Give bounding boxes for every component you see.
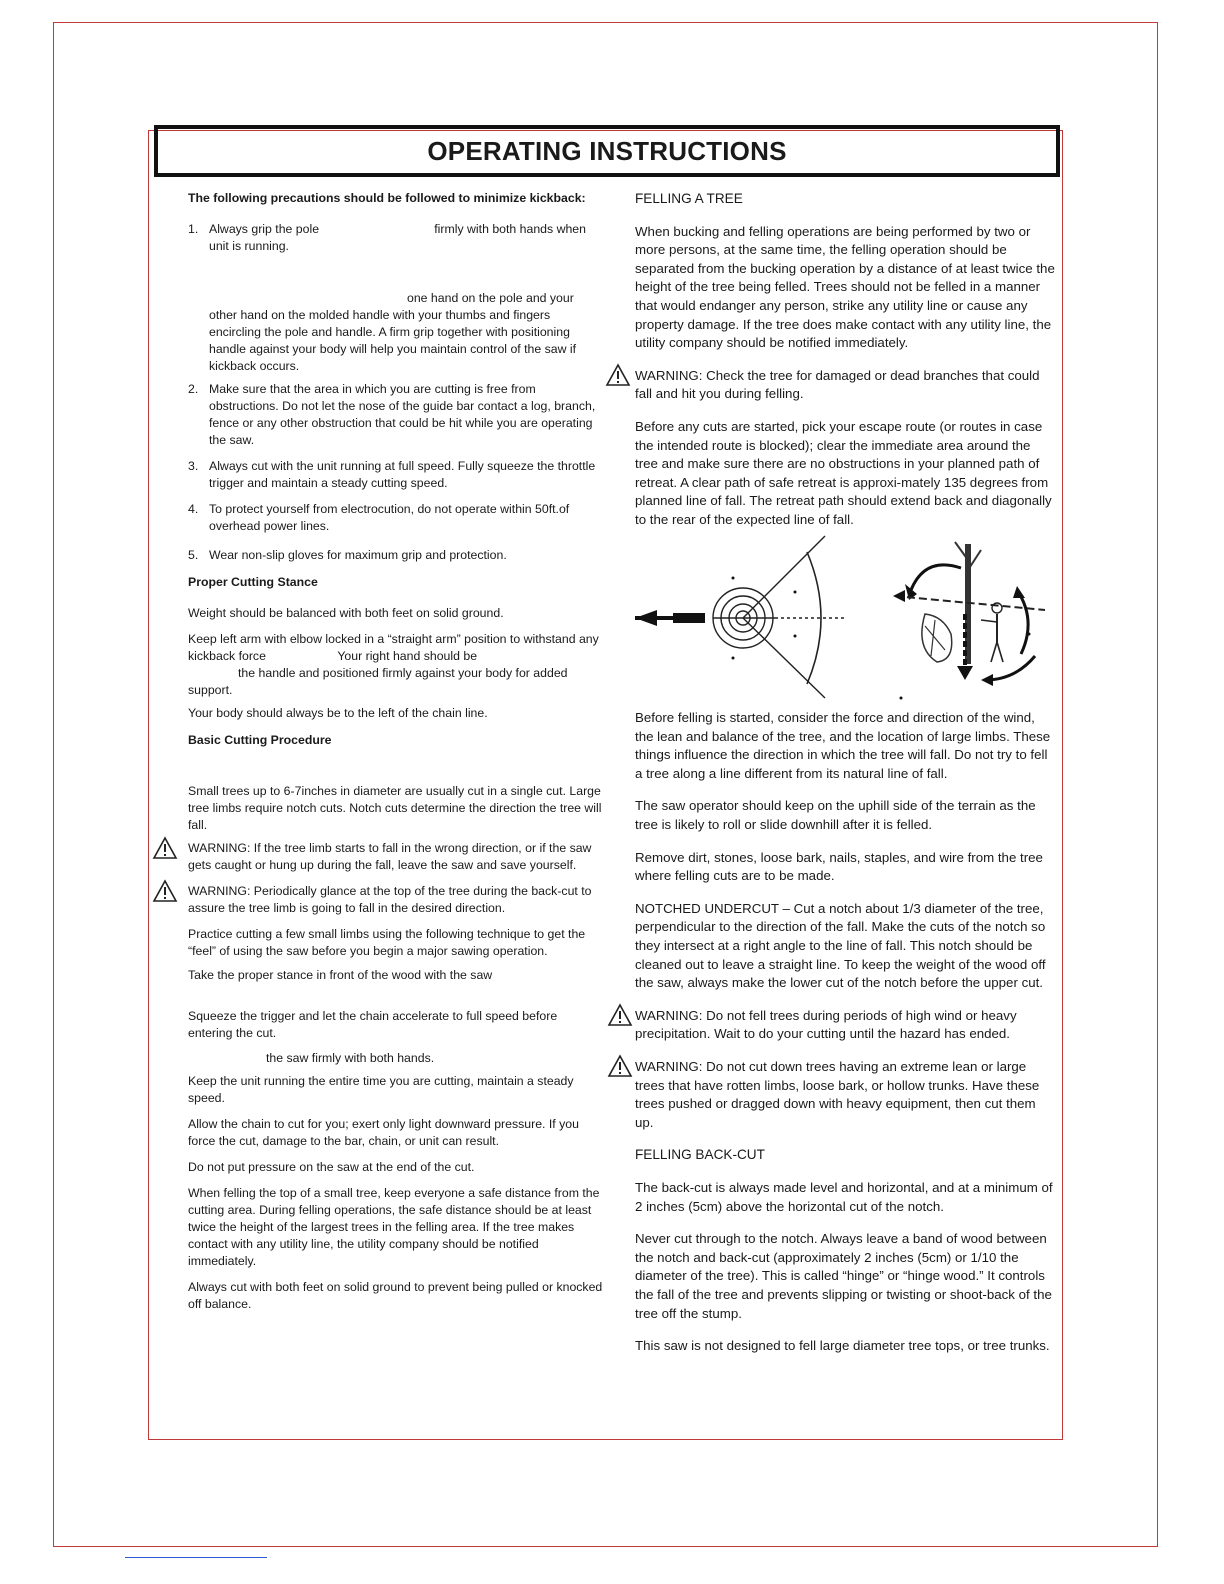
take-stance-paragraph: Take the proper stance in front of the wood with the saw [188, 968, 493, 982]
warning-check-branches [635, 367, 1055, 404]
item-text: Make sure that the area in which you are cutting is free from obstructions. Do not let the nose of the guide bar contact a log, branch, fence or any other obstruction that could be hit while you are operating the saw. [209, 382, 596, 447]
left-column [188, 190, 604, 1313]
item-text: To protect yourself from electrocution, do not operate within 50ft.of overhead power lines. [209, 502, 570, 533]
squeeze-paragraph: Squeeze the trigger and let the chain accelerate to full speed before entering the cut. [188, 1009, 558, 1040]
stance-paragraph-3: Your body should always be to the left of the chain line. [188, 706, 488, 720]
stance-text-b: Your right hand should be [337, 649, 478, 663]
warning-text: WARNING: Do not fell trees during periods of high wind or heavy precipitation. Wait to do your cutting until the hazard has ended. [635, 1007, 1017, 1042]
precaution-item-4 [188, 501, 604, 535]
footer-rule [125, 1557, 267, 1558]
item-number: 5. [188, 548, 199, 562]
firmly-paragraph: the saw firmly with both hands. [266, 1051, 435, 1065]
item1-text-d: one hand on the pole and your [407, 291, 574, 305]
item-number: 3. [188, 459, 199, 473]
item-text: Always cut with the unit running at full speed. Fully squeeze the throttle trigger and maintain a steady cutting speed. [209, 459, 596, 490]
wind-paragraph: Before felling is started, consider the force and direction of the wind, the lean and balance of the tree, and the location of large limbs. These things influence the direction in which the tree will fall. Do not try to fell a tree along a line different from its natural line of fall. [635, 710, 1051, 781]
warning-text: WARNING: Do not cut down trees having an extreme lean or large trees that have rotten limbs, loose bark, or hollow trunks. Have these trees pushed or dragged down with heavy equipment, then cut them up. [635, 1059, 1040, 1130]
item-number: 4. [188, 502, 199, 516]
warning-text: WARNING: If the tree limb starts to fall in the wrong direction, or if the saw gets caught or hung up during the fall, leave the saw and save yourself. [188, 841, 592, 872]
no-pressure-paragraph: Do not put pressure on the saw at the end of the cut. [188, 1160, 475, 1174]
uphill-paragraph: The saw operator should keep on the uphill side of the terrain as the tree is likely to roll or slide downhill after it is felled. [635, 798, 1036, 833]
item-text: Wear non-slip gloves for maximum grip and protection. [209, 548, 507, 562]
retreat-path-diagram [635, 536, 845, 698]
stance-heading: Proper Cutting Stance [188, 575, 318, 589]
stance-text-a: Keep left arm with elbow locked in a “straight arm” position to withstand any kickback force [188, 632, 599, 663]
precaution-item-5 [188, 547, 604, 564]
warning-back-cut-glance [188, 883, 604, 917]
precaution-item-1 [188, 221, 604, 375]
precaution-item-3 [188, 458, 604, 492]
felling-paragraph-1: When bucking and felling operations are being performed by two or more persons, at the same time, the felling operation should be separated from the bucking operation by a distance of at least twice the height of the tree being felled. Trees should not be felled in a manner that would endanger any person, strike any utility line or cause any property damage. If the tree does make contact with any utility line, the utility company should be notified immediately. [635, 223, 1055, 351]
precaution-item-2 [188, 381, 604, 449]
warning-extreme-lean [635, 1058, 1055, 1132]
item-number: 2. [188, 382, 199, 396]
final-paragraph: This saw is not designed to fell large diameter tree tops, or tree trunks. [635, 1338, 1050, 1354]
warning-triangle-icon [152, 836, 178, 860]
felling-heading: FELLING A TREE [635, 191, 743, 206]
stance-paragraph-1: Weight should be balanced with both feet on solid ground. [188, 606, 504, 620]
feet-paragraph: Always cut with both feet on solid ground to prevent being pulled or knocked off balance. [188, 1280, 603, 1311]
stance-text-c: the handle and positioned firmly against your body for added support. [188, 666, 568, 697]
felling-diagram [625, 530, 1065, 700]
practice-paragraph: Practice cutting a few small limbs using the following technique to get the “feel” of using the saw before you begin a major sawing operation. [188, 927, 586, 958]
warning-triangle-icon [607, 1054, 633, 1078]
stance-paragraph-2 [188, 631, 604, 699]
warning-triangle-icon [152, 879, 178, 903]
basic-paragraph-1: Small trees up to 6-7inches in diameter are usually cut in a single cut. Large tree limbs require notch cuts. Notch cuts determine the direction the tree will fall. [188, 784, 602, 832]
item-number: 1. [188, 222, 199, 236]
felling-top-paragraph: When felling the top of a small tree, keep everyone a safe distance from the cutting area. During felling operations, the safe distance should be at least twice the height of the largest trees in the felling area. If the tree makes contact with any utility line, the utility company should be notified immediately. [188, 1186, 600, 1268]
item1-text-a: Always grip the pole [209, 222, 320, 236]
escape-route-paragraph: Before any cuts are started, pick your escape route (or routes in case the intended route is blocked); clear the immediate area around the tree and make sure there are no obstructions in your planned path of retreat. A clear path of safe retreat is approxi-mately 135 degrees from planned line of fall. The retreat path should extend back and diagonally to the rear of the expected line of fall. [635, 418, 1052, 527]
warning-high-wind [635, 1007, 1055, 1044]
warning-text: WARNING: Check the tree for damaged or dead branches that could fall and hit you during felling. [635, 367, 1040, 402]
tree-fall-diagram [893, 542, 1045, 700]
warning-triangle-icon [605, 363, 631, 387]
page-title: OPERATING INSTRUCTIONS [154, 125, 1060, 177]
warning-wrong-direction [188, 840, 604, 874]
basic-heading: Basic Cutting Procedure [188, 733, 332, 747]
item1-text-e: other hand on the molded handle with your thumbs and fingers encircling the pole and handle. A firm grip together with positioning handle against your body will help you maintain control of the saw if kickback occurs. [209, 308, 577, 373]
item1-text-b: firmly with both hands when [434, 222, 586, 236]
back-cut-paragraph-1: The back-cut is always made level and horizontal, and at a minimum of 2 inches (5cm) above the horizontal cut of the notch. [635, 1179, 1053, 1214]
warning-triangle-icon [607, 1003, 633, 1027]
remove-paragraph: Remove dirt, stones, loose bark, nails, staples, and wire from the tree where felling cuts are to be made. [635, 849, 1043, 884]
right-column [635, 190, 1055, 1356]
allow-paragraph: Allow the chain to cut for you; exert only light downward pressure. If you force the cut, damage to the bar, chain, or unit can result. [188, 1117, 579, 1148]
warning-text: WARNING: Periodically glance at the top of the tree during the back-cut to assure the tree limb is going to fall in the desired direction. [188, 884, 592, 915]
item1-text-c: unit is running. [209, 239, 289, 253]
back-cut-heading: FELLING BACK-CUT [635, 1147, 765, 1163]
back-cut-paragraph-2: Never cut through to the notch. Always leave a band of wood between the notch and back-cut (approximately 2 inches (5cm) or 1/10 the diameter of the tree). This is called “hinge” or “hinge wood.” It controls the fall of the tree and prevents slipping or twisting or shoot-back of the tree off the stump. [635, 1231, 1052, 1321]
kickback-intro: The following precautions should be followed to minimize kickback: [188, 191, 586, 205]
keep-running-paragraph: Keep the unit running the entire time you are cutting, maintain a steady speed. [188, 1074, 574, 1105]
notched-undercut-paragraph: NOTCHED UNDERCUT – Cut a notch about 1/3 diameter of the tree, perpendicular to the direction of the fall. Make the cuts of the notch so they intersect at a right angle to the line of fall. This notch should be cleaned out to leave a straight line. To keep the weight of the wood off the saw, always make the lower cut of the notch before the upper cut. [635, 900, 1046, 991]
